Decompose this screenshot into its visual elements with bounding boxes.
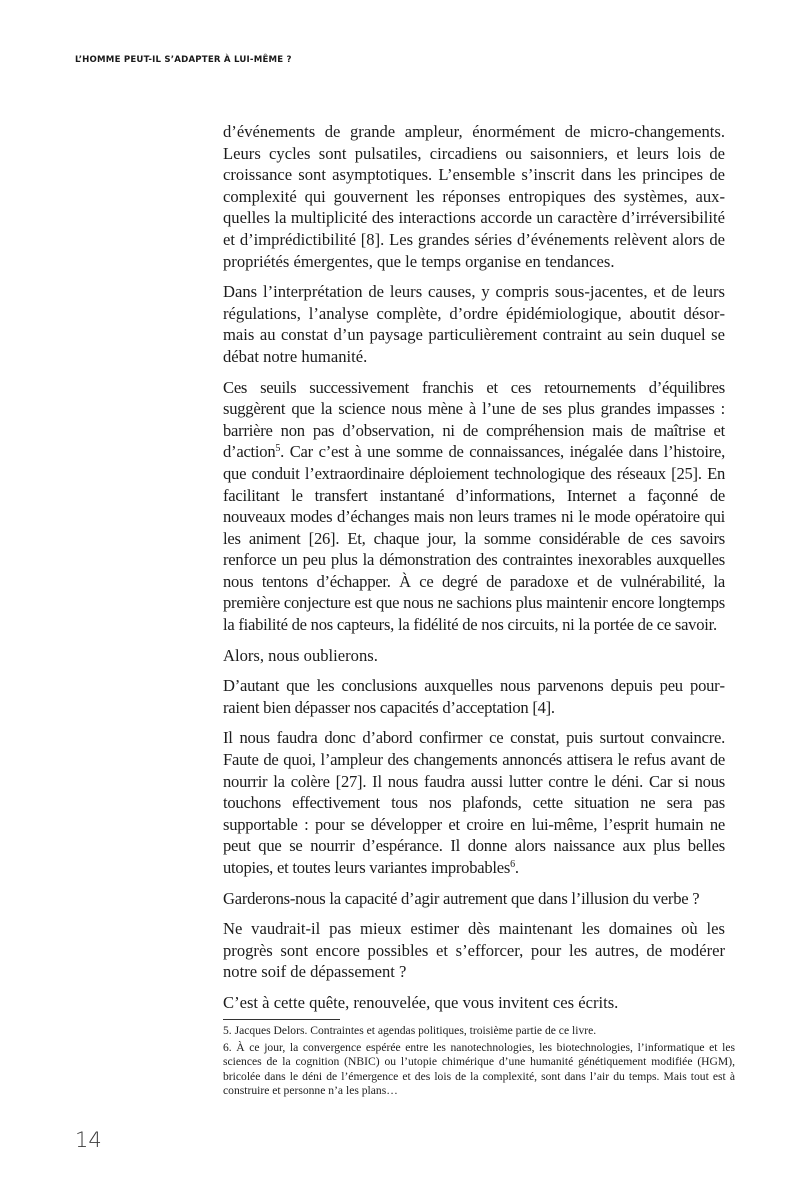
footnote: 6. À ce jour, la convergence espérée entre les nanotechnologies, les biotechnologies, l’informatique et les sciences de la cognition (NBIC) ou l’utopie chimérique d’une humanité génétiquement modifiée (HGM), bricolée dans le déni de l’émergence et des lois de la complexité, sont dans l’air du temps. Mais tout est à construire et personne n’a les plans… [223,1040,735,1098]
paragraph: C’est à cette quête, renouvelée, que vous invitent ces écrits. [223,992,619,1012]
page-number: 14 [75,1128,102,1152]
paragraph-text: Ces seuils successivement franchis et ces retournements d’équilibres suggèrent que la science nous mène à l’une de ses plus grandes impasses : barrière non pas d’observation, ni de compréhension mais de maîtrise et d’action [223,377,725,462]
paragraph [223,727,725,878]
running-head: L’HOMME PEUT-IL S’ADAPTER À LUI-MÊME ? [75,55,292,65]
body-text [223,121,725,1023]
paragraph: Alors, nous oublierons. [223,645,378,665]
paragraph: Dans l’interprétation de leurs causes, y compris sous-jacentes, et de leurs régulations, l’analyse complète, d’ordre épidémiologique, aboutit désormais au constat d’un paysage particulièrement contraint au sein duquel se débat notre humanité. [223,282,725,366]
footnotes [223,1024,735,1101]
footnote-rule [223,1019,340,1020]
paragraph [223,377,725,636]
paragraph: Garderons-nous la capacité d’agir autrement que dans l’illusion du verbe ? [223,888,700,908]
paragraph-text: Il nous faudra donc d’abord confirmer ce constat, puis surtout convaincre. Faute de quoi, l’ampleur des changements annoncés attisera le refus avant de nourrir la colère [27]. Il nous faudra aussi lutter contre le déni. Car si nous touchons effectivement tous nos plafonds, cette situation ne sera pas supportable : pour se développer et croire en lui-même, l’esprit humain ne peut que se nourrir d’espérance. Il donne alors naissance aux plus belles utopies, et toutes leurs variantes improbables [223,728,725,877]
paragraph: Ne vaudrait-il pas mieux estimer dès maintenant les domaines où les progrès sont encore possibles et s’efforcer, pour les autres, de modérer notre soif de dépassement ? [223,919,725,982]
paragraph: D’autant que les conclusions auxquelles nous parvenons depuis peu pourraient bien dépasser nos capacités d’acceptation [4]. [223,676,725,717]
paragraph-text: . Car c’est à une somme de connaissances, inégalée dans l’histoire, que conduit l’extraordinaire déploiement technologique des réseaux [25]. En facilitant le transfert instantané d’informations, Internet a façonné de nouveaux modes d’échanges mais non leurs trames ni le mode opératoire qui les animent [26]. Et, chaque jour, la somme considérable de ces savoirs renforce un peu plus la démonstration des contraintes inexorables auxquelles nous tentons d’échapper. À ce degré de paradoxe et de vulnérabilité, la première conjecture est que nous ne sachions plus maintenir encore longtemps la fiabilité de nos capteurs, la fidélité de nos circuits, ni la portée de ce savoir. [223,442,725,635]
paragraph-text: . [514,858,519,877]
paragraph: d’événements de grande ampleur, énormément de micro-changements. Leurs cycles sont pulsatiles, circadiens ou saisonniers, et leurs lois de croissance sont asymptotiques. L’ensemble s’inscrit dans les principes de complexité qui gouvernent les réponses entropiques des systèmes, auxquelles la multiplicité des interactions accorde un caractère d’irréversibilité et d’imprédictibilité [8]. Les grandes séries d’événements relèvent alors de propriétés émergentes, que le temps organise en tendances. [223,122,725,271]
footnote-ref[interactable]: 5 [275,443,281,455]
footnote: 5. Jacques Delors. Contraintes et agendas politiques, troisième partie de ce livre. [223,1024,597,1037]
footnote-ref[interactable]: 6 [510,859,515,870]
